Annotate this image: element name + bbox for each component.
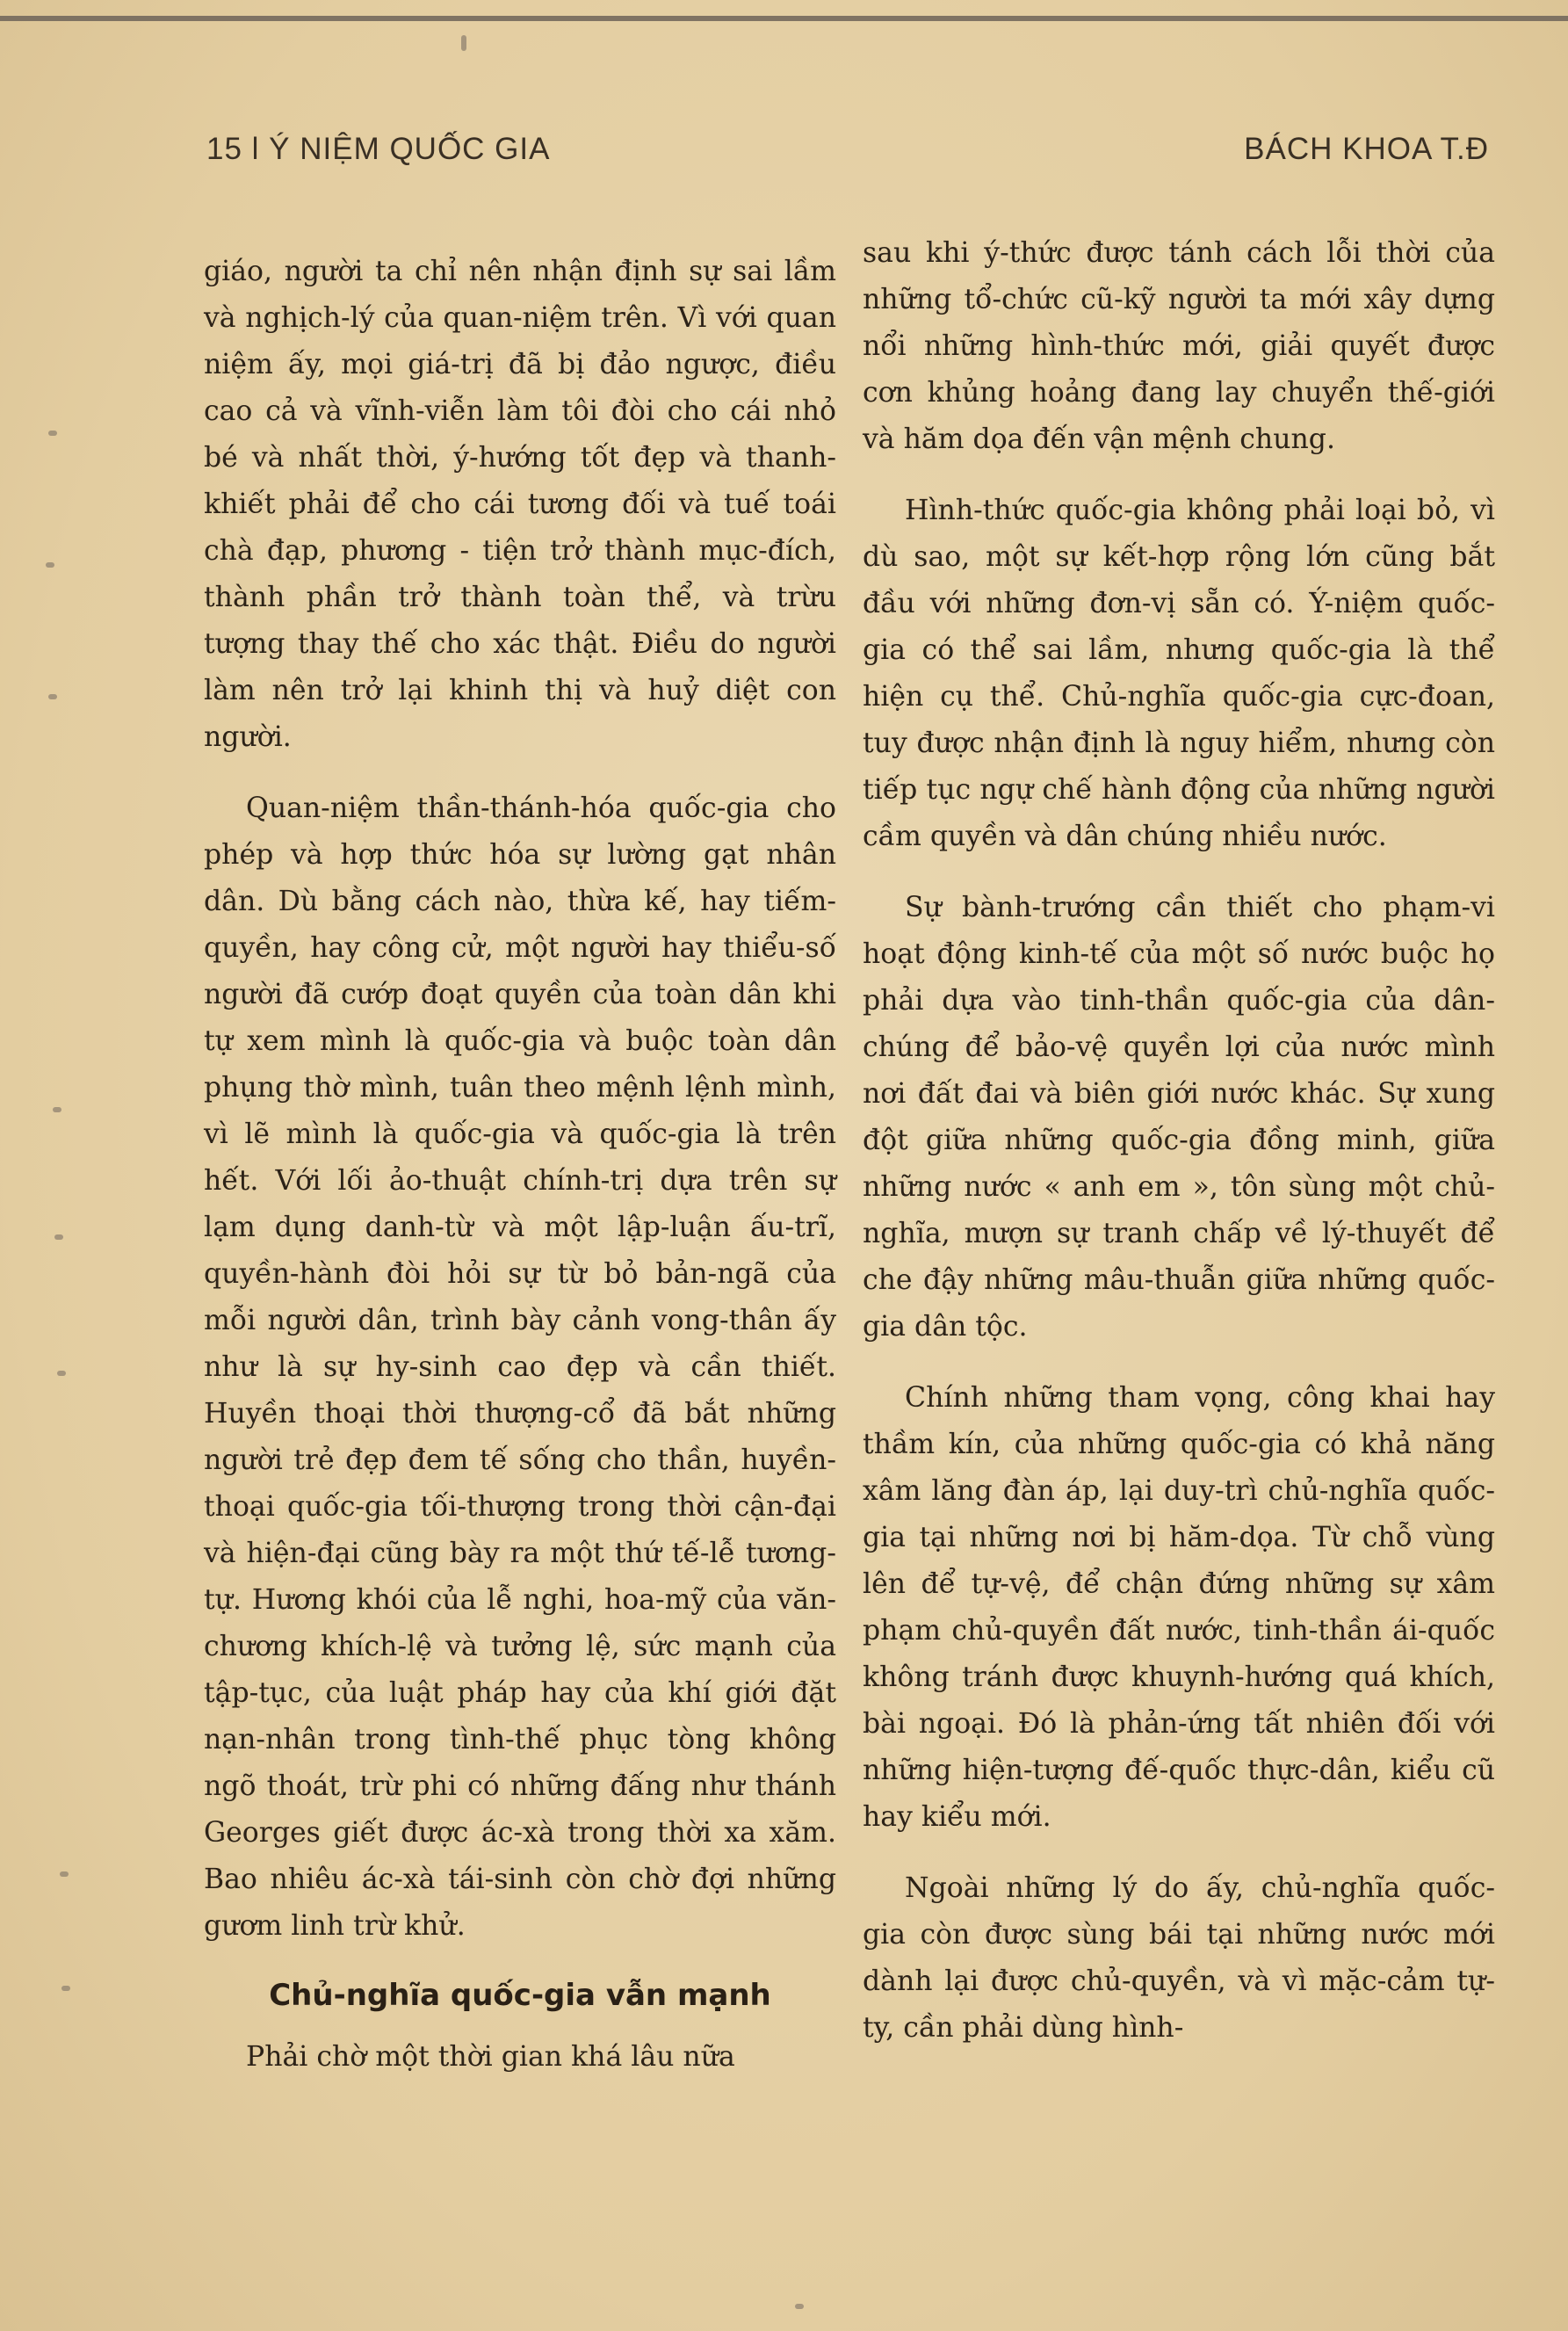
left-column [204,249,836,2096]
scan-speck [60,1871,69,1877]
scan-speck [61,1986,70,1991]
scan-speck [57,1371,66,1376]
scan-speck [46,562,54,568]
left-paragraph-3: Phải chờ một thời gian khá lâu nữa [246,2041,735,2073]
section-heading: Chủ-nghĩa quốc-gia vẫn mạnh [269,1978,771,2013]
right-paragraph-1: sau khi ý-thức được tánh cách lỗi thời của những tổ-chức cũ-kỹ người ta mới xây dựng nổi những hình-thức mới, giải quyết được cơn khủng hoảng đang lay chuyển thế-giới và hăm dọa đến vận mệnh chung. [863,237,1495,455]
scan-speck [48,694,57,699]
scan-speck [48,431,57,436]
right-column [863,230,1495,2067]
running-header-right: BÁCH KHOA T.Đ [1244,132,1489,166]
scan-speck [54,1234,63,1240]
right-paragraph-5: Ngoài những lý do ấy, chủ-nghĩa quốc- gia còn được sùng bái tại những nước mới dành lại được chủ-quyền, và vì mặc-cảm tự-ty, cần phải dùng hình- [863,1872,1495,2044]
right-paragraph-4: Chính những tham vọng, công khai hay thầm kín, của những quốc-gia có khả năng xâm lăng đàn áp, lại duy-trì chủ-nghĩa quốc-gia tại những nơi bị hăm-dọa. Từ chỗ vùng lên để tự-vệ, để chận đứng những sự xâm phạm chủ-quyền đất nước, tinh-thần ái-quốc không tránh được khuynh-hướng quá khích, bài ngoại. Đó là phản-ứng tất nhiên đối với những hiện-tượng đế-quốc thực-dân, kiểu cũ hay kiểu mới. [863,1382,1495,1833]
left-paragraph-1: giáo, người ta chỉ nên nhận định sự sai lầm và nghịch-lý của quan-niệm trên. Vì với quan niệm ấy, mọi giá-trị đã bị đảo ngược, điều cao cả và vĩnh-viễn làm tôi đòi cho cái nhỏ bé và nhất thời, ý-hướng tốt đẹp và thanh-khiết phải để cho cái tương đối và tuế toái chà đạp, phương - tiện trở thành mục-đích, thành phần trở thành toàn thể, và trừu tượng thay thế cho xác thật. Điều do người làm nên trở lại khinh thị và huỷ diệt con người. [204,256,836,753]
scan-speck [461,35,466,51]
scan-speck [795,2304,804,2309]
scan-speck [53,1107,61,1112]
right-paragraph-3: Sự bành-trướng cần thiết cho phạm-vi hoạt động kinh-tế của một số nước buộc họ phải dựa vào tinh-thần quốc-gia của dân-chúng để bảo-vệ quyền lợi của nước mình nơi đất đai và biên giới nước khác. Sự xung đột giữa những quốc-gia đồng minh, giữa những nước « anh em », tôn sùng một chủ-nghĩa, mượn sự tranh chấp về lý-thuyết để che đậy những mâu-thuẫn giữa những quốc-gia dân tộc. [863,892,1495,1343]
right-paragraph-2: Hình-thức quốc-gia không phải loại bỏ, vì dù sao, một sự kết-hợp rộng lớn cũng bắt đầu với những đơn-vị sẵn có. Ý-niệm quốc-gia có thể sai lầm, nhưng quốc-gia là thể hiện cụ thể. Chủ-nghĩa quốc-gia cực-đoan, tuy được nhận định là nguy hiểm, nhưng còn tiếp tục ngự chế hành động của những người cầm quyền và dân chúng nhiều nước. [863,495,1495,852]
top-edge-rule [0,16,1568,21]
running-header-left: 15 l Ý NIỆM QUỐC GIA [206,132,551,166]
left-paragraph-2: Quan-niệm thần-thánh-hóa quốc-gia cho phép và hợp thức hóa sự lường gạt nhân dân. Dù bằng cách nào, thừa kế, hay tiếm-quyền, hay công cử, một người hay thiểu-số người đã cướp đoạt quyền của toàn dân khi tự xem mình là quốc-gia và buộc toàn dân phụng thờ mình, tuân theo mệnh lệnh mình, vì lẽ mình là quốc-gia và quốc-gia là trên hết. Với lối ảo-thuật chính-trị dựa trên sự lạm dụng danh-từ và một lập-luận ấu-trĩ, quyền-hành đòi hỏi sự từ bỏ bản-ngã của mỗi người dân, trình bày cảnh vong-thân ấy như là sự hy-sinh cao đẹp và cần thiết. Huyền thoại thời thượng-cổ đã bắt những người trẻ đẹp đem tế sống cho thần, huyền-thoại quốc-gia tối-thượng trong thời cận-đại và hiện-đại cũng bày ra một thứ tế-lễ tương-tự. Hương khói của lễ nghi, hoa-mỹ của văn-chương khích-lệ và tưởng lệ, sức mạnh của tập-tục, của luật pháp hay của khí giới đặt nạn-nhân trong tình-thế phục tòng không ngõ thoát, trừ phi có những đấng như thánh Georges giết được ác-xà trong thời xa xăm. Bao nhiêu ác-xà tái-sinh còn chờ đợi những gươm linh trừ khử. [204,793,836,1942]
